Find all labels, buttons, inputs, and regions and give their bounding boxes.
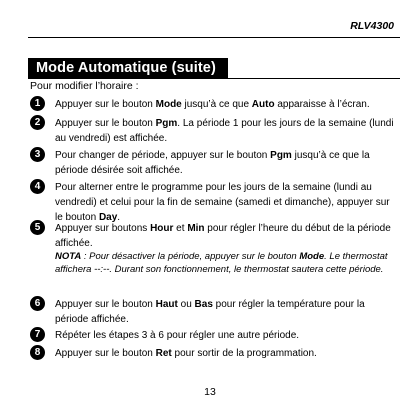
step-8 bbox=[30, 346, 400, 361]
step-number-badge: 1 bbox=[30, 96, 45, 111]
model-number: RLV4300 bbox=[350, 20, 394, 32]
step-text: Appuyer sur boutons Hour et Min pour régler l’heure du début de la période affichée. bbox=[55, 223, 391, 249]
step-text: Appuyer sur le bouton Ret pour sortir de la programmation. bbox=[55, 348, 317, 359]
step-number-badge: 7 bbox=[30, 327, 45, 342]
step-4 bbox=[30, 180, 400, 225]
header-rule bbox=[28, 37, 400, 38]
step-text: Appuyer sur le bouton Haut ou Bas pour régler la température pour la période affichée. bbox=[55, 299, 365, 325]
step-6 bbox=[30, 297, 400, 327]
step-3 bbox=[30, 148, 400, 178]
step-text: Appuyer sur le bouton Mode jusqu’à ce que Auto apparaisse à l’écran. bbox=[55, 99, 370, 110]
step-5 bbox=[30, 221, 400, 251]
step-number-badge: 4 bbox=[30, 179, 45, 194]
step-number-badge: 6 bbox=[30, 296, 45, 311]
step-2 bbox=[30, 116, 400, 146]
step-number-badge: 5 bbox=[30, 220, 45, 235]
step-text: Pour changer de période, appuyer sur le bouton Pgm jusqu’à ce que la période désirée soit affichée. bbox=[55, 150, 370, 176]
step-text: Répéter les étapes 3 à 6 pour régler une autre période. bbox=[55, 330, 300, 341]
page-number: 13 bbox=[204, 386, 216, 398]
step-7 bbox=[30, 328, 400, 343]
step-text: Pour alterner entre le programme pour les jours de la semaine (lundi au vendredi) et celui pour la fin de semaine (samedi et dimanche), appuyer sur le bouton Day. bbox=[55, 182, 390, 223]
intro-text: Pour modifier l’horaire : bbox=[30, 80, 139, 92]
note-text: NOTA : Pour désactiver la période, appuyer sur le bouton Mode. Le thermostat affichera --:--. Durant son fonctionnement, le thermostat sautera cette période. bbox=[55, 251, 388, 275]
step-1 bbox=[30, 97, 400, 112]
step-number-badge: 2 bbox=[30, 115, 45, 130]
section-title: Mode Automatique (suite) bbox=[28, 58, 228, 78]
step-text: Appuyer sur le bouton Pgm. La période 1 pour les jours de la semaine (lundi au vendredi) est affichée. bbox=[55, 118, 394, 144]
step-number-badge: 8 bbox=[30, 345, 45, 360]
section-title-bar bbox=[28, 58, 400, 79]
step-number-badge: 3 bbox=[30, 147, 45, 162]
